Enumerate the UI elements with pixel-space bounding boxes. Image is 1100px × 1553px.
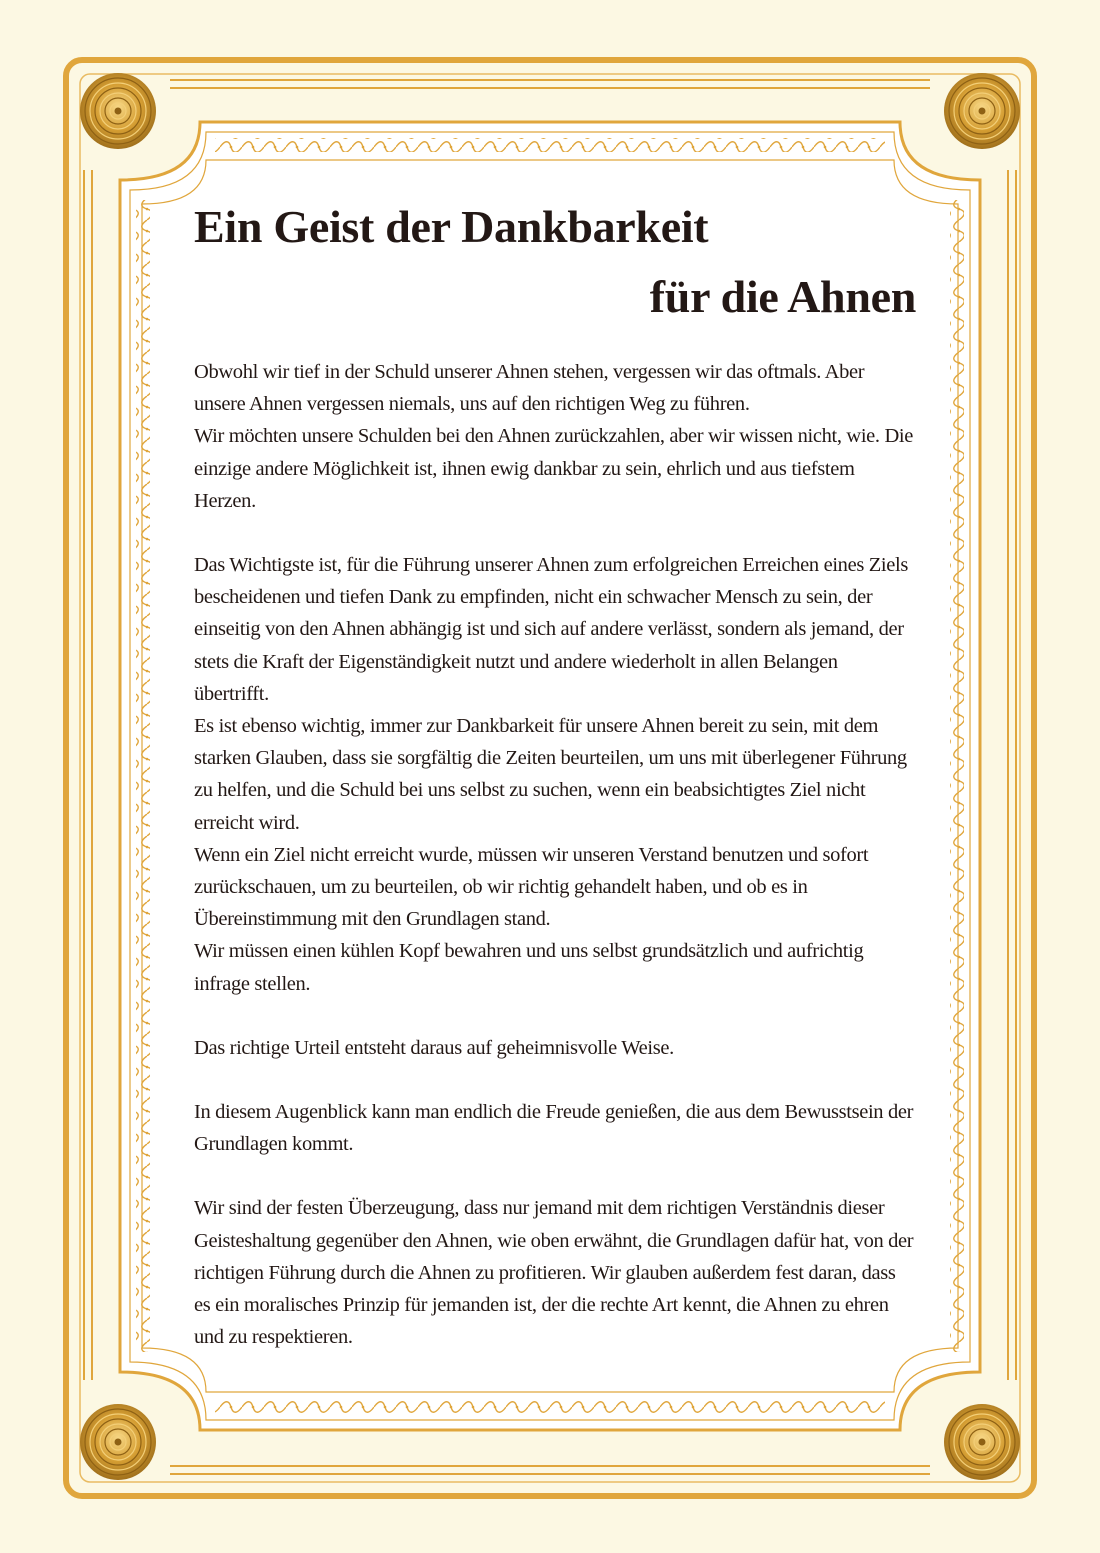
corner-medallion-icon — [944, 73, 1020, 149]
corner-medallion-icon — [80, 73, 156, 149]
paragraph: Wir sind der festen Überzeugung, dass nur jemand mit dem richtigen Verständnis dieser Geisteshaltung gegenüber den Ahnen, wie oben erwähnt, die Grundlagen dafür hat, von der richtigen Führung durch die Ahnen zu profitieren. Wir glauben außerdem fest daran, dass es ein moralisches Prinzip für jemanden ist, der die rechte Art kennt, die Ahnen zu ehren und zu respektieren. — [194, 1197, 914, 1349]
paragraph: Es ist ebenso wichtig, immer zur Dankbarkeit für unsere Ahnen bereit zu sein, mit dem starken Glauben, dass sie sorgfältig die Zeiten beurteilen, um uns mit überlegener Führung zu helfen, und die Schuld bei uns selbst zu suchen, wenn ein beabsichtigtes Ziel nicht erreicht wird. — [194, 715, 907, 834]
document-content — [194, 200, 916, 1353]
paragraph: Wenn ein Ziel nicht erreicht wurde, müssen wir unseren Verstand benutzen und sofort zurückschauen, um zu beurteilen, ob wir richtig gehandelt haben, und ob es in Übereinstimmung mit den Grundlagen stand. — [194, 843, 869, 931]
corner-medallion-icon — [944, 1404, 1020, 1480]
title-line-2: für die Ahnen — [649, 271, 916, 322]
corner-medallion-icon — [80, 1404, 156, 1480]
title-line-1: Ein Geist der Dankbarkeit — [194, 201, 709, 252]
paragraph: Das Wichtigste ist, für die Führung unserer Ahnen zum erfolgreichen Erreichen eines Ziels bescheidenen und tiefen Dank zu empfinden, nicht ein schwacher Mensch zu sein, der einseitig von den Ahnen abhängig ist und sich auf andere verlässt, sondern als jemand, der stets die Kraft der Eigenständigkeit nutzt und andere wiederholt in allen Belangen übertrifft. — [194, 554, 908, 705]
body-text — [194, 356, 916, 1353]
paragraph: Wir möchten unsere Schulden bei den Ahnen zurückzahlen, aber wir wissen nicht, wie. Die einzige andere Möglichkeit ist, ihnen ewig dankbar zu sein, ehrlich und aus tiefstem Herzen. — [194, 425, 914, 512]
paragraph: Wir müssen einen kühlen Kopf bewahren und uns selbst grundsätzlich und aufrichtig infrage stellen. — [194, 940, 864, 995]
paragraph: In diesem Augenblick kann man endlich die Freude genießen, die aus dem Bewusstsein der Grundlagen kommt. — [194, 1101, 914, 1156]
paragraph: Das richtige Urteil entsteht daraus auf geheimnisvolle Weise. — [194, 1036, 674, 1059]
paragraph: Obwohl wir tief in der Schuld unserer Ahnen stehen, vergessen wir das oftmals. Aber unsere Ahnen vergessen niemals, uns auf den richtigen Weg zu führen. — [194, 361, 865, 416]
